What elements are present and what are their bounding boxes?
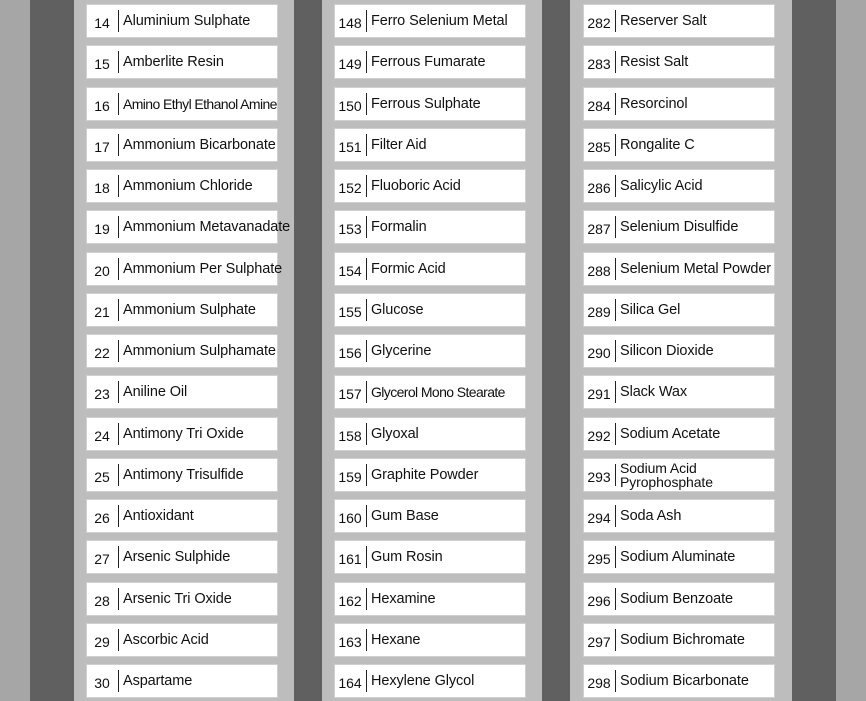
item-name: Hexamine xyxy=(371,591,436,607)
item-separator xyxy=(366,299,367,321)
item-number: 160 xyxy=(338,509,362,526)
item-separator xyxy=(615,464,616,486)
list-item[interactable] xyxy=(583,334,775,368)
item-name: Formic Acid xyxy=(371,261,446,277)
list-item[interactable] xyxy=(86,334,278,368)
item-number: 156 xyxy=(338,344,362,361)
list-item[interactable] xyxy=(86,540,278,574)
item-separator xyxy=(118,588,119,610)
item-number: 155 xyxy=(338,303,362,320)
item-separator xyxy=(615,216,616,238)
item-name: Amino Ethyl Ethanol Amine xyxy=(123,96,277,112)
list-item[interactable] xyxy=(334,664,526,698)
item-number: 292 xyxy=(587,427,611,444)
item-name: Arsenic Tri Oxide xyxy=(123,591,232,607)
item-number: 289 xyxy=(587,303,611,320)
item-number: 29 xyxy=(94,633,110,650)
item-separator xyxy=(615,629,616,651)
item-name: Graphite Powder xyxy=(371,467,479,483)
list-item[interactable] xyxy=(86,293,278,327)
list-item[interactable] xyxy=(334,4,526,38)
item-number: 287 xyxy=(587,220,611,237)
divider-band xyxy=(542,0,570,701)
item-name: Resorcinol xyxy=(620,96,688,112)
item-number: 158 xyxy=(338,427,362,444)
list-item[interactable] xyxy=(86,4,278,38)
item-name: Slack Wax xyxy=(620,384,688,400)
item-separator xyxy=(118,258,119,280)
item-number: 27 xyxy=(94,550,110,567)
item-name: Arsenic Sulphide xyxy=(123,549,231,565)
list-item[interactable] xyxy=(334,334,526,368)
list-item[interactable] xyxy=(334,375,526,409)
item-name: Silica Gel xyxy=(620,302,681,318)
item-separator xyxy=(118,216,119,238)
list-item[interactable] xyxy=(334,582,526,616)
item-name: Ferro Selenium Metal xyxy=(371,13,508,29)
item-name: Ascorbic Acid xyxy=(123,632,209,648)
list-item[interactable] xyxy=(334,169,526,203)
item-name: Glyoxal xyxy=(371,426,419,442)
item-number: 283 xyxy=(587,55,611,72)
item-name: Gum Rosin xyxy=(371,549,443,565)
item-separator xyxy=(366,629,367,651)
item-number: 288 xyxy=(587,262,611,279)
divider-band xyxy=(30,0,74,701)
item-number: 149 xyxy=(338,55,362,72)
item-separator xyxy=(366,423,367,445)
item-name: Antioxidant xyxy=(123,508,194,524)
item-name: Antimony Tri Oxide xyxy=(123,426,244,442)
list-item[interactable] xyxy=(86,623,278,657)
item-number: 290 xyxy=(587,344,611,361)
list-item[interactable] xyxy=(334,252,526,286)
list-item[interactable] xyxy=(86,45,278,79)
list-item[interactable] xyxy=(583,540,775,574)
item-number: 18 xyxy=(94,179,110,196)
item-name: Ammonium Bicarbonate xyxy=(123,137,276,153)
item-number: 153 xyxy=(338,220,362,237)
item-separator xyxy=(366,505,367,527)
item-number: 296 xyxy=(587,592,611,609)
item-separator xyxy=(118,423,119,445)
list-item[interactable] xyxy=(86,458,278,492)
item-name: Sodium Aluminate xyxy=(620,549,736,565)
item-number: 14 xyxy=(94,14,110,31)
item-name: Sodium Acetate xyxy=(620,426,721,442)
item-separator xyxy=(615,51,616,73)
item-name: Aspartame xyxy=(123,673,193,689)
item-separator xyxy=(366,51,367,73)
item-separator xyxy=(615,588,616,610)
item-number: 162 xyxy=(338,592,362,609)
item-number: 282 xyxy=(587,14,611,31)
list-item[interactable] xyxy=(583,664,775,698)
item-number: 284 xyxy=(587,97,611,114)
item-number: 163 xyxy=(338,633,362,650)
item-number: 24 xyxy=(94,427,110,444)
item-separator xyxy=(366,670,367,692)
item-separator xyxy=(366,588,367,610)
divider-band xyxy=(792,0,836,701)
list-item[interactable] xyxy=(334,293,526,327)
item-number: 26 xyxy=(94,509,110,526)
item-number: 22 xyxy=(94,344,110,361)
item-number: 285 xyxy=(587,138,611,155)
item-name: Gum Base xyxy=(371,508,439,524)
item-name: Formalin xyxy=(371,219,427,235)
item-separator xyxy=(366,340,367,362)
list-item[interactable] xyxy=(583,4,775,38)
item-separator xyxy=(366,216,367,238)
item-name: Ferrous Sulphate xyxy=(371,96,481,112)
list-item[interactable] xyxy=(334,87,526,121)
divider-band xyxy=(294,0,322,701)
item-separator xyxy=(118,10,119,32)
item-name: Glycerine xyxy=(371,343,432,359)
item-number: 161 xyxy=(338,550,362,567)
item-name: Ammonium Chloride xyxy=(123,178,253,194)
item-separator xyxy=(615,134,616,156)
item-name: Fluoboric Acid xyxy=(371,178,461,194)
item-name: Antimony Trisulfide xyxy=(123,467,244,483)
item-number: 19 xyxy=(94,220,110,237)
item-number: 295 xyxy=(587,550,611,567)
item-name: Ammonium Metavanadate xyxy=(123,219,291,235)
item-separator xyxy=(615,258,616,280)
list-item[interactable] xyxy=(86,87,278,121)
item-separator xyxy=(366,93,367,115)
item-name: Hexane xyxy=(371,632,421,648)
item-name: Aluminium Sulphate xyxy=(123,13,251,29)
list-item[interactable] xyxy=(583,252,775,286)
list-item[interactable] xyxy=(583,45,775,79)
list-item[interactable] xyxy=(334,499,526,533)
item-number: 152 xyxy=(338,179,362,196)
item-name: Selenium Metal Powder xyxy=(620,261,772,277)
item-number: 16 xyxy=(94,97,110,114)
item-number: 294 xyxy=(587,509,611,526)
item-separator xyxy=(615,175,616,197)
item-name: Aniline Oil xyxy=(123,384,188,400)
item-number: 286 xyxy=(587,179,611,196)
list-item[interactable] xyxy=(86,252,283,286)
item-number: 21 xyxy=(94,303,110,320)
item-name: Soda Ash xyxy=(620,508,682,524)
list-item[interactable] xyxy=(86,664,278,698)
list-item[interactable] xyxy=(334,540,526,574)
item-number: 291 xyxy=(587,385,611,402)
item-name: Salicylic Acid xyxy=(620,178,703,194)
list-item[interactable] xyxy=(86,499,278,533)
item-number: 23 xyxy=(94,385,110,402)
item-separator xyxy=(615,381,616,403)
item-separator xyxy=(118,381,119,403)
item-name: Sodium Benzoate xyxy=(620,591,733,607)
item-separator xyxy=(118,670,119,692)
item-number: 17 xyxy=(94,138,110,155)
item-separator xyxy=(118,51,119,73)
item-separator xyxy=(366,464,367,486)
list-item[interactable] xyxy=(334,417,526,451)
list-item[interactable] xyxy=(334,458,526,492)
item-number: 164 xyxy=(338,674,362,691)
item-name: Sodium Bicarbonate xyxy=(620,673,749,689)
right-margin xyxy=(836,0,866,701)
list-item[interactable] xyxy=(86,128,278,162)
list-item[interactable] xyxy=(583,623,775,657)
item-number: 15 xyxy=(94,55,110,72)
list-item[interactable] xyxy=(86,375,278,409)
item-separator xyxy=(366,546,367,568)
item-separator xyxy=(615,546,616,568)
item-number: 298 xyxy=(587,674,611,691)
list-item[interactable] xyxy=(583,210,775,244)
list-item[interactable] xyxy=(583,293,775,327)
item-separator xyxy=(118,464,119,486)
item-separator xyxy=(118,299,119,321)
list-item[interactable] xyxy=(334,623,526,657)
item-separator xyxy=(118,340,119,362)
item-separator xyxy=(366,10,367,32)
item-separator xyxy=(615,423,616,445)
list-item[interactable] xyxy=(583,169,775,203)
item-name: Rongalite C xyxy=(620,137,695,153)
item-separator xyxy=(366,134,367,156)
item-separator xyxy=(615,93,616,115)
item-name: Ferrous Fumarate xyxy=(371,54,486,70)
list-item[interactable] xyxy=(86,210,291,244)
item-name: Glycerol Mono Stearate xyxy=(371,384,505,400)
list-item[interactable] xyxy=(583,375,775,409)
item-separator xyxy=(118,629,119,651)
item-name: Filter Aid xyxy=(371,137,427,153)
item-separator xyxy=(615,340,616,362)
item-number: 150 xyxy=(338,97,362,114)
item-number: 25 xyxy=(94,468,110,485)
item-separator xyxy=(615,505,616,527)
item-number: 157 xyxy=(338,385,362,402)
item-number: 293 xyxy=(587,468,611,485)
item-number: 159 xyxy=(338,468,362,485)
item-separator xyxy=(118,175,119,197)
list-item[interactable] xyxy=(583,417,775,451)
item-name: Silicon Dioxide xyxy=(620,343,714,359)
item-separator xyxy=(615,299,616,321)
list-item[interactable] xyxy=(86,169,278,203)
item-separator xyxy=(118,93,119,115)
item-separator xyxy=(366,175,367,197)
list-item[interactable] xyxy=(583,458,775,492)
item-separator xyxy=(118,134,119,156)
left-margin xyxy=(0,0,30,701)
item-name: Ammonium Per Sulphate xyxy=(123,261,283,277)
item-separator xyxy=(366,258,367,280)
item-number: 154 xyxy=(338,262,362,279)
item-name: Ammonium Sulphamate xyxy=(123,343,276,359)
item-separator xyxy=(118,546,119,568)
list-item[interactable] xyxy=(86,582,278,616)
list-item[interactable] xyxy=(583,582,775,616)
item-name: Hexylene Glycol xyxy=(371,673,475,689)
item-number: 297 xyxy=(587,633,611,650)
item-name: Glucose xyxy=(371,302,424,318)
item-name: Reserver Salt xyxy=(620,13,707,29)
list-item[interactable] xyxy=(334,128,526,162)
item-number: 148 xyxy=(338,14,362,31)
item-name: Amberlite Resin xyxy=(123,54,224,70)
item-name: Selenium Disulfide xyxy=(620,219,739,235)
item-name: Sodium Bichromate xyxy=(620,632,745,648)
list-item[interactable] xyxy=(583,128,775,162)
item-number: 151 xyxy=(338,138,362,155)
item-separator xyxy=(366,381,367,403)
item-name: Sodium Acid Pyrophosphate xyxy=(620,460,713,490)
list-item[interactable] xyxy=(86,417,278,451)
item-name: Ammonium Sulphate xyxy=(123,302,256,318)
item-number: 20 xyxy=(94,262,110,279)
list-item[interactable] xyxy=(334,45,526,79)
item-separator xyxy=(615,670,616,692)
item-number: 30 xyxy=(94,674,110,691)
item-separator xyxy=(118,505,119,527)
item-separator xyxy=(615,10,616,32)
item-number: 28 xyxy=(94,592,110,609)
list-item[interactable] xyxy=(583,87,775,121)
list-item[interactable] xyxy=(583,499,775,533)
list-item[interactable] xyxy=(334,210,526,244)
item-name: Resist Salt xyxy=(620,54,689,70)
